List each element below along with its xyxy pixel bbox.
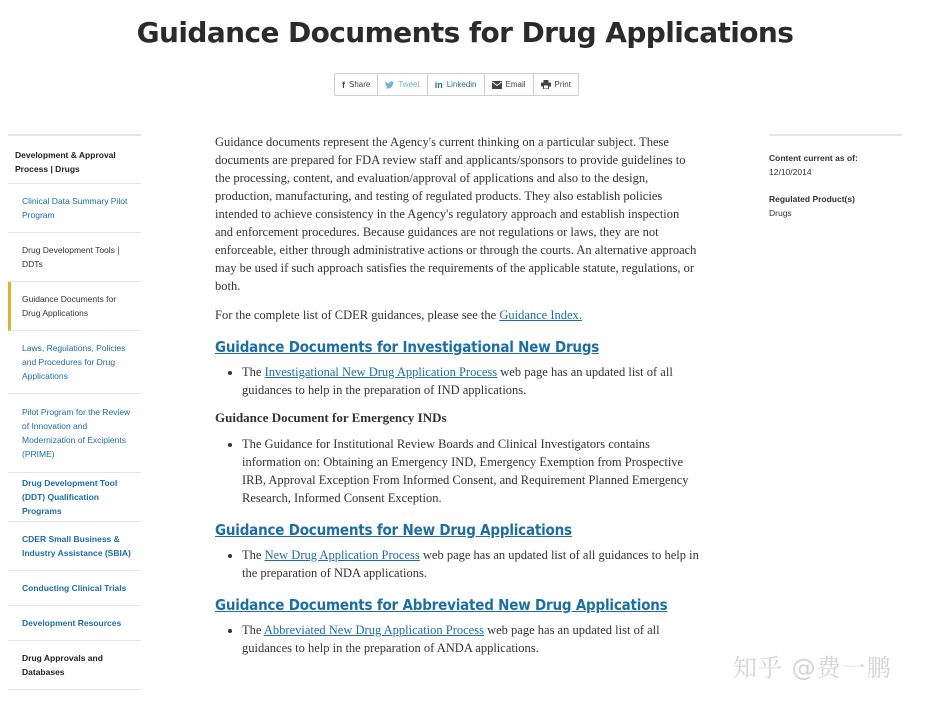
- panel-divider: [769, 134, 902, 136]
- sidebar-item-cder-sbia[interactable]: CDER Small Business & Industry Assistance (SBIA): [8, 522, 141, 571]
- printer-icon: [541, 80, 551, 89]
- sidebar-item-drug-development-tools[interactable]: Drug Development Tools | DDTs: [8, 233, 141, 282]
- tweet-label: Tweet: [398, 80, 420, 89]
- bullet-text: web page has an updated list of all guidances to help in the preparation of ANDA applications.: [242, 623, 660, 655]
- anda-process-link[interactable]: Abbreviated New Drug Application Process: [263, 623, 484, 637]
- bullet-text: web page has an updated list of all guidances to help in the preparation of IND applications.: [242, 365, 673, 397]
- twitter-icon: [385, 81, 394, 89]
- list-item: [242, 363, 700, 399]
- complete-list-text: For the complete list of CDER guidances, please see the: [215, 308, 500, 322]
- bullet-text: web page has an updated list of all guidances to help in the preparation of NDA applications.: [242, 548, 699, 580]
- print-label: Print: [554, 80, 571, 89]
- sidebar-item-development-resources[interactable]: Development Resources: [8, 606, 141, 641]
- sidebar-item-clinical-data-summary[interactable]: Clinical Data Summary Pilot Program: [8, 184, 141, 233]
- sidebar-item-conducting-clinical-trials[interactable]: Conducting Clinical Trials: [8, 571, 141, 606]
- share-print-button[interactable]: [534, 74, 578, 95]
- bullet-text: The: [242, 623, 264, 637]
- linkedin-label: Linkedin: [446, 80, 477, 89]
- page-title: Guidance Documents for Drug Applications: [136, 16, 794, 49]
- linkedin-icon: in: [434, 79, 443, 90]
- content-current-value: 12/10/2014: [769, 167, 812, 177]
- anda-bullet-list: [215, 621, 700, 657]
- nda-process-link[interactable]: New Drug Application Process: [264, 548, 420, 562]
- ind-bullet-list: [215, 363, 700, 399]
- envelope-icon: [492, 81, 502, 89]
- facebook-icon: f: [342, 79, 345, 90]
- nda-section-heading[interactable]: Guidance Documents for New Drug Applications: [215, 521, 572, 539]
- bullet-text: The: [242, 548, 265, 562]
- regulated-products-value: Drugs: [769, 208, 792, 218]
- sidebar-heading[interactable]: Development & Approval Process | Drugs: [8, 136, 141, 184]
- bullet-text: The: [242, 365, 265, 379]
- nda-bullet-list: [215, 546, 700, 582]
- anda-section-heading[interactable]: Guidance Documents for Abbreviated New Drug Applications: [215, 596, 668, 614]
- complete-list-paragraph: [215, 306, 700, 324]
- share-bar: [334, 73, 579, 96]
- content-current-label: Content current as of:: [769, 153, 858, 163]
- list-item: [242, 546, 700, 582]
- emergency-ind-heading: Guidance Document for Emergency INDs: [215, 410, 447, 425]
- ind-process-link[interactable]: Investigational New Drug Application Process: [264, 365, 498, 379]
- regulated-products-label: Regulated Product(s): [769, 194, 855, 204]
- sidebar-item-laws-regulations[interactable]: Laws, Regulations, Policies and Procedures for Drug Applications: [8, 331, 141, 394]
- sidebar-item-prime-pilot[interactable]: Pilot Program for the Review of Innovation and Modernization of Excipients (PRIME): [8, 394, 141, 473]
- sidebar-item-drug-approvals[interactable]: Drug Approvals and Databases: [8, 641, 141, 690]
- emergency-bullet-list: [215, 435, 700, 507]
- list-item: • The Guidance for Institutional Review Boards and Clinical Investigators contains information on: Obtaining an Emergency IND, Emergency Exemption from Prospective IRB, Approval Exception From Informed Consent, and Requirement Planned Emergency Research, Informed Consent Exception.: [242, 435, 700, 507]
- watermark: 知乎 @费一鹏: [733, 654, 892, 682]
- content-info-panel: [769, 134, 902, 220]
- share-label: Share: [349, 80, 371, 89]
- share-twitter-button[interactable]: [378, 74, 427, 95]
- ind-section-heading[interactable]: Guidance Documents for Investigational New Drugs: [215, 338, 600, 356]
- guidance-index-link[interactable]: Guidance Index.: [499, 308, 582, 322]
- list-item: [242, 621, 700, 657]
- sidebar-item-guidance-documents[interactable]: Guidance Documents for Drug Applications: [8, 282, 141, 331]
- sidebar-nav: [8, 134, 141, 690]
- share-linkedin-button[interactable]: [428, 74, 485, 95]
- share-email-button[interactable]: [485, 74, 534, 95]
- main-content: [215, 133, 700, 657]
- intro-paragraph: Guidance documents represent the Agency's current thinking on a particular subject. These documents are prepared for FDA review staff and applicants/sponsors to provide guidelines to the processing, content, and evaluation/approval of applications and also to the design, production, manufacturing, and testing of regulated products. They also establish policies intended to achieve consistency in the Agency's regulatory approach and establish inspection and enforcement procedures. Because guidances are not regulations or laws, they are not enforceable, either through administrative actions or through the courts. An alternative approach may be used if such approach satisfies the requirements of the applicable statute, regulations, or both.: [215, 135, 697, 293]
- sidebar-item-ddt-qualification[interactable]: Drug Development Tool (DDT) Qualification Programs: [8, 473, 141, 522]
- email-label: Email: [505, 80, 526, 89]
- share-facebook-button[interactable]: [335, 74, 378, 95]
